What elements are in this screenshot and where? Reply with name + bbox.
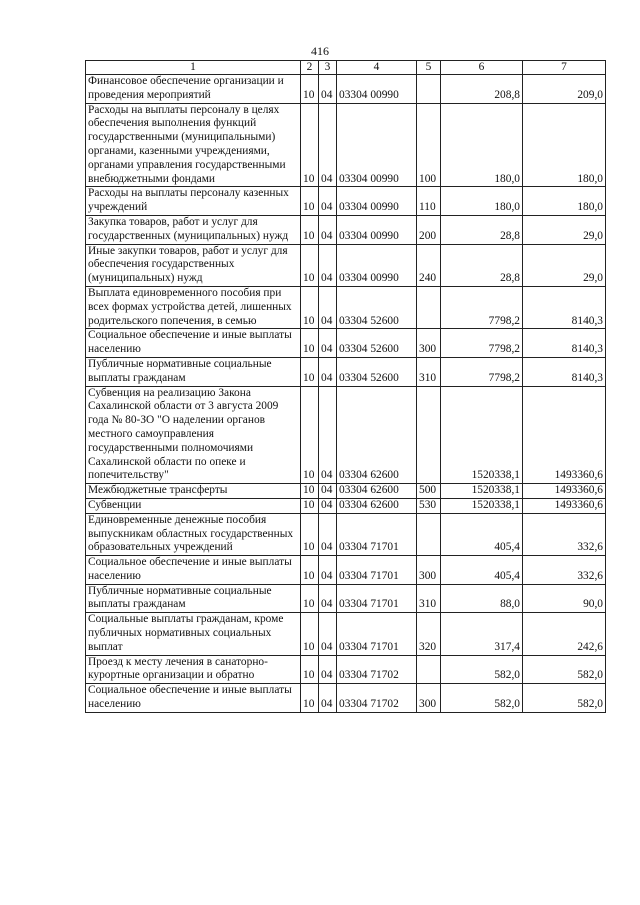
table-row <box>86 357 606 386</box>
subsection-code: 04 <box>319 329 337 358</box>
section-code: 10 <box>301 498 319 513</box>
row-name: Проезд к месту лечения в санаторно-курортные организации и обратно <box>86 655 301 684</box>
subsection-code: 04 <box>319 613 337 655</box>
target-article-code: 03304 71702 <box>337 655 417 684</box>
expense-type-code: 240 <box>417 244 441 286</box>
amount-column-7: 332,6 <box>523 556 606 585</box>
section-code: 10 <box>301 357 319 386</box>
table-row <box>86 386 606 484</box>
expense-type-code <box>417 655 441 684</box>
section-code: 10 <box>301 584 319 613</box>
section-code: 10 <box>301 286 319 328</box>
amount-column-7: 29,0 <box>523 244 606 286</box>
row-name: Социальное обеспечение и иные выплаты населению <box>86 684 301 713</box>
amount-column-6: 1520338,1 <box>441 484 523 499</box>
row-name: Выплата единовременного пособия при всех формах устройства детей, лишенных родительского попечения, в семью <box>86 286 301 328</box>
expense-type-code <box>417 386 441 484</box>
amount-column-6: 180,0 <box>441 103 523 187</box>
amount-column-6: 405,4 <box>441 513 523 555</box>
target-article-code: 03304 00990 <box>337 103 417 187</box>
target-article-code: 03304 71701 <box>337 556 417 585</box>
expense-type-code: 110 <box>417 187 441 216</box>
amount-column-6: 582,0 <box>441 684 523 713</box>
expense-type-code: 500 <box>417 484 441 499</box>
amount-column-7: 582,0 <box>523 684 606 713</box>
column-header: 1 <box>86 61 301 75</box>
amount-column-7: 8140,3 <box>523 357 606 386</box>
target-article-code: 03304 00990 <box>337 75 417 104</box>
expense-type-code <box>417 513 441 555</box>
amount-column-7: 582,0 <box>523 655 606 684</box>
column-header: 3 <box>319 61 337 75</box>
table-row <box>86 498 606 513</box>
target-article-code: 03304 00990 <box>337 215 417 244</box>
target-article-code: 03304 52600 <box>337 329 417 358</box>
page-number: 416 <box>311 44 329 58</box>
column-header: 2 <box>301 61 319 75</box>
amount-column-7: 29,0 <box>523 215 606 244</box>
table-row <box>86 684 606 713</box>
table-row <box>86 584 606 613</box>
subsection-code: 04 <box>319 498 337 513</box>
amount-column-7: 209,0 <box>523 75 606 104</box>
subsection-code: 04 <box>319 357 337 386</box>
section-code: 10 <box>301 329 319 358</box>
row-name: Расходы на выплаты персоналу казенных учреждений <box>86 187 301 216</box>
amount-column-6: 405,4 <box>441 556 523 585</box>
amount-column-7: 242,6 <box>523 613 606 655</box>
amount-column-6: 7798,2 <box>441 357 523 386</box>
table-row <box>86 329 606 358</box>
amount-column-6: 180,0 <box>441 187 523 216</box>
row-name: Межбюджетные трансферты <box>86 484 301 499</box>
section-code: 10 <box>301 513 319 555</box>
amount-column-7: 180,0 <box>523 103 606 187</box>
column-header: 4 <box>337 61 417 75</box>
amount-column-7: 1493360,6 <box>523 498 606 513</box>
amount-column-6: 28,8 <box>441 244 523 286</box>
section-code: 10 <box>301 556 319 585</box>
table-row <box>86 556 606 585</box>
expense-type-code: 200 <box>417 215 441 244</box>
section-code: 10 <box>301 187 319 216</box>
expense-type-code: 100 <box>417 103 441 187</box>
amount-column-7: 332,6 <box>523 513 606 555</box>
expense-type-code <box>417 75 441 104</box>
subsection-code: 04 <box>319 244 337 286</box>
target-article-code: 03304 71701 <box>337 613 417 655</box>
target-article-code: 03304 62600 <box>337 386 417 484</box>
subsection-code: 04 <box>319 556 337 585</box>
section-code: 10 <box>301 215 319 244</box>
amount-column-7: 1493360,6 <box>523 386 606 484</box>
table-row <box>86 513 606 555</box>
table-row <box>86 75 606 104</box>
row-name: Иные закупки товаров, работ и услуг для обеспечения государственных (муниципальных) нужд <box>86 244 301 286</box>
expense-type-code: 300 <box>417 684 441 713</box>
subsection-code: 04 <box>319 75 337 104</box>
section-code: 10 <box>301 386 319 484</box>
target-article-code: 03304 71701 <box>337 513 417 555</box>
amount-column-7: 8140,3 <box>523 329 606 358</box>
target-article-code: 03304 00990 <box>337 187 417 216</box>
section-code: 10 <box>301 684 319 713</box>
expense-type-code: 530 <box>417 498 441 513</box>
amount-column-6: 88,0 <box>441 584 523 613</box>
amount-column-6: 1520338,1 <box>441 386 523 484</box>
subsection-code: 04 <box>319 187 337 216</box>
row-name: Закупка товаров, работ и услуг для государственных (муниципальных) нужд <box>86 215 301 244</box>
row-name: Расходы на выплаты персоналу в целях обеспечения выполнения функций государственными (муниципальными) органами, казенными учреждениями, органами управления государственными внебюджетными фондами <box>86 103 301 187</box>
amount-column-6: 7798,2 <box>441 329 523 358</box>
expense-type-code: 310 <box>417 584 441 613</box>
section-code: 10 <box>301 103 319 187</box>
row-name: Субвенция на реализацию Закона Сахалинской области от 3 августа 2009 года № 80-ЗО "О наделении органов местного самоуправления государственными полномочиями Сахалинской области по опеке и попечительству" <box>86 386 301 484</box>
table-row <box>86 103 606 187</box>
row-name: Социальное обеспечение и иные выплаты населению <box>86 556 301 585</box>
table-row <box>86 613 606 655</box>
budget-table <box>85 60 606 713</box>
subsection-code: 04 <box>319 655 337 684</box>
subsection-code: 04 <box>319 513 337 555</box>
section-code: 10 <box>301 484 319 499</box>
target-article-code: 03304 52600 <box>337 286 417 328</box>
amount-column-6: 1520338,1 <box>441 498 523 513</box>
target-article-code: 03304 62600 <box>337 484 417 499</box>
section-code: 10 <box>301 244 319 286</box>
row-name: Субвенции <box>86 498 301 513</box>
subsection-code: 04 <box>319 386 337 484</box>
table-row <box>86 655 606 684</box>
section-code: 10 <box>301 75 319 104</box>
amount-column-6: 208,8 <box>441 75 523 104</box>
target-article-code: 03304 00990 <box>337 244 417 286</box>
row-name: Публичные нормативные социальные выплаты гражданам <box>86 584 301 613</box>
expense-type-code: 300 <box>417 329 441 358</box>
column-header: 6 <box>441 61 523 75</box>
row-name: Единовременные денежные пособия выпускникам областных государственных образовательных учреждений <box>86 513 301 555</box>
amount-column-6: 582,0 <box>441 655 523 684</box>
subsection-code: 04 <box>319 103 337 187</box>
row-name: Публичные нормативные социальные выплаты гражданам <box>86 357 301 386</box>
section-code: 10 <box>301 613 319 655</box>
expense-type-code <box>417 286 441 328</box>
table-row <box>86 484 606 499</box>
subsection-code: 04 <box>319 584 337 613</box>
subsection-code: 04 <box>319 484 337 499</box>
row-name: Социальное обеспечение и иные выплаты населению <box>86 329 301 358</box>
column-header: 7 <box>523 61 606 75</box>
amount-column-7: 90,0 <box>523 584 606 613</box>
section-code: 10 <box>301 655 319 684</box>
target-article-code: 03304 52600 <box>337 357 417 386</box>
row-name: Финансовое обеспечение организации и проведения мероприятий <box>86 75 301 104</box>
row-name: Социальные выплаты гражданам, кроме публичных нормативных социальных выплат <box>86 613 301 655</box>
amount-column-7: 180,0 <box>523 187 606 216</box>
table-row <box>86 244 606 286</box>
subsection-code: 04 <box>319 684 337 713</box>
header-row <box>86 61 606 75</box>
column-header: 5 <box>417 61 441 75</box>
target-article-code: 03304 62600 <box>337 498 417 513</box>
subsection-code: 04 <box>319 215 337 244</box>
table-row <box>86 215 606 244</box>
expense-type-code: 300 <box>417 556 441 585</box>
amount-column-7: 8140,3 <box>523 286 606 328</box>
amount-column-6: 7798,2 <box>441 286 523 328</box>
amount-column-7: 1493360,6 <box>523 484 606 499</box>
subsection-code: 04 <box>319 286 337 328</box>
target-article-code: 03304 71701 <box>337 584 417 613</box>
target-article-code: 03304 71702 <box>337 684 417 713</box>
table-row <box>86 286 606 328</box>
table-row <box>86 187 606 216</box>
expense-type-code: 310 <box>417 357 441 386</box>
expense-type-code: 320 <box>417 613 441 655</box>
amount-column-6: 28,8 <box>441 215 523 244</box>
amount-column-6: 317,4 <box>441 613 523 655</box>
